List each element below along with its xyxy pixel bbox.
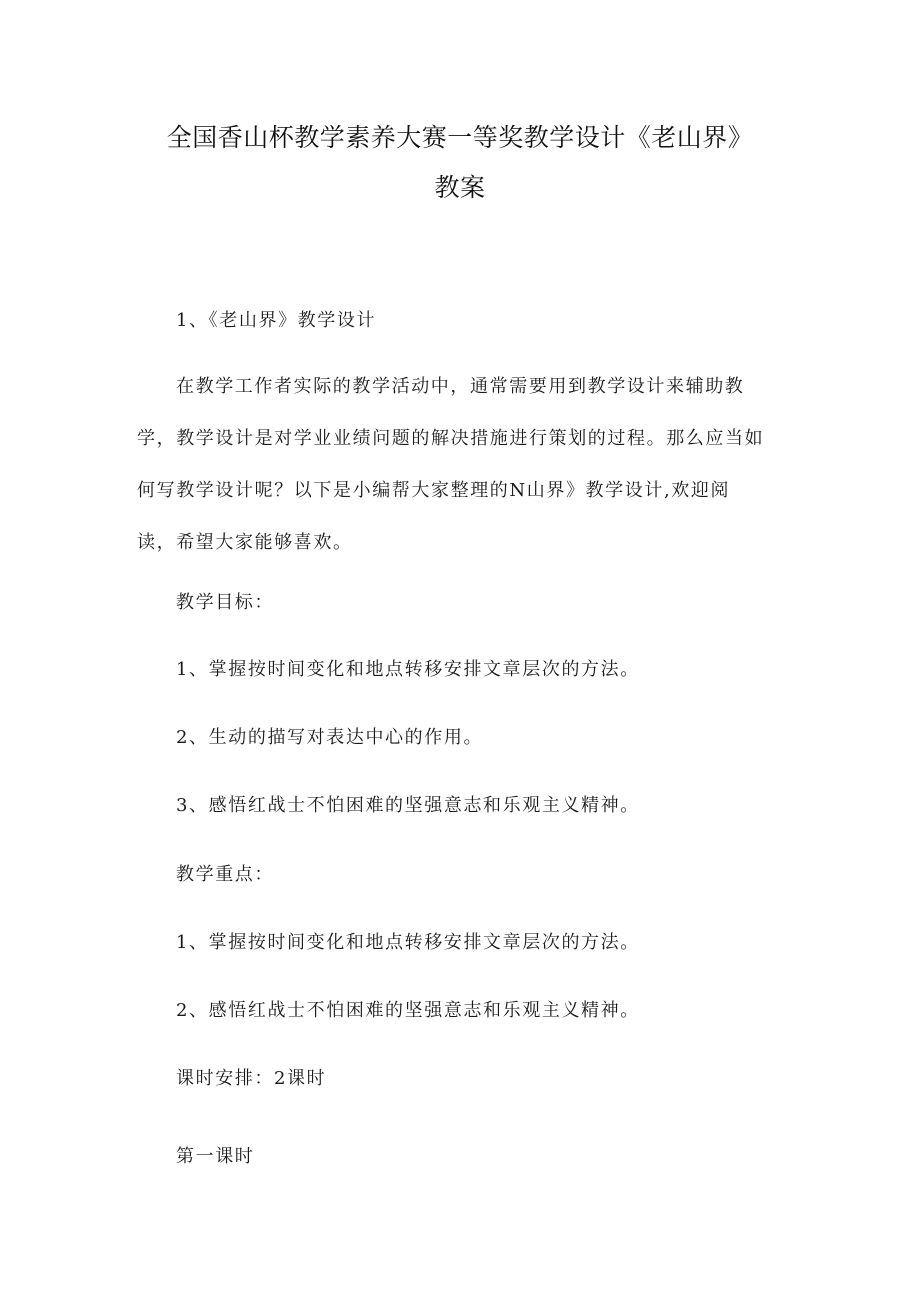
section-heading: 1、《老山界》教学设计: [176, 310, 377, 331]
objective-item: 2、生动的描写对表达中心的作用。: [176, 727, 484, 748]
key-point-item: 2、感悟红战士不怕困难的坚强意志和乐观主义精神。: [176, 1000, 640, 1021]
key-points-heading: 教学重点：: [176, 864, 274, 885]
intro-line: 读，希望大家能够喜欢。: [137, 532, 353, 553]
intro-line: 何写教学设计呢？以下是小编帮大家整理的N山界》教学设计,欢迎阅: [137, 480, 731, 501]
key-point-item: 1、掌握按时间变化和地点转移安排文章层次的方法。: [176, 932, 640, 953]
document-title: 全国香山杯教学素养大赛一等奖教学设计《老山界》: [166, 123, 754, 152]
document-title-continued: 教案: [434, 173, 486, 202]
objective-item: 3、感悟红战士不怕困难的坚强意志和乐观主义精神。: [176, 795, 640, 816]
first-lesson-heading: 第一课时: [176, 1146, 255, 1167]
intro-line: 学，教学设计是对学业业绩问题的解决措施进行策划的过程。那么应当如: [137, 428, 765, 449]
intro-line: 在教学工作者实际的教学活动中，通常需要用到教学设计来辅助教: [176, 376, 745, 397]
intro-paragraph: [137, 378, 787, 586]
objective-item: 1、掌握按时间变化和地点转移安排文章层次的方法。: [176, 659, 640, 680]
schedule-line: 课时安排：2课时: [176, 1068, 327, 1089]
objectives-heading: 教学目标：: [176, 592, 274, 613]
